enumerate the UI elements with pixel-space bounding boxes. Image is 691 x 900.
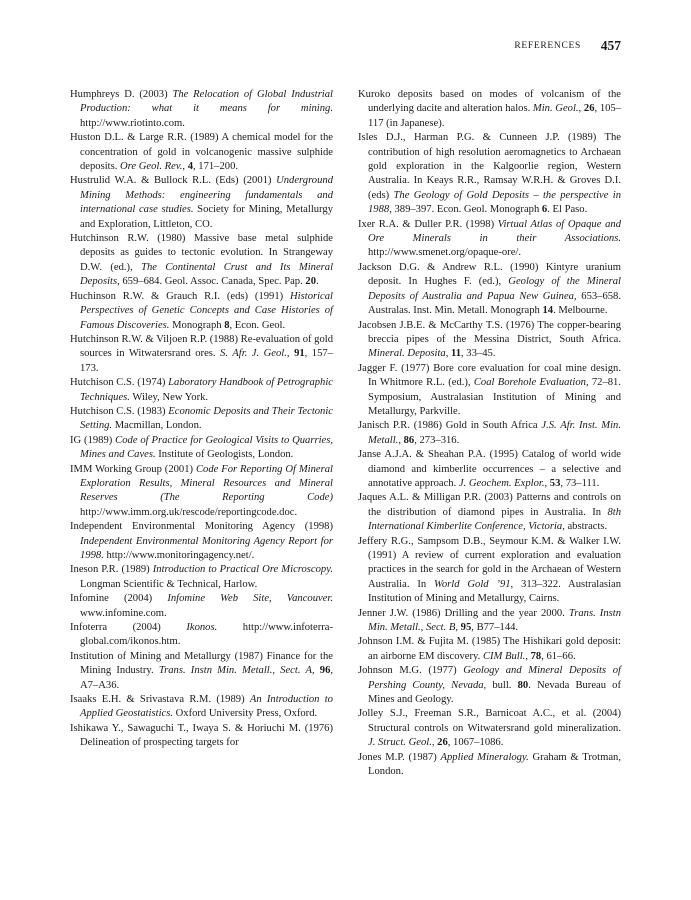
reference-text-segment: Macmillan, London. xyxy=(112,420,202,432)
reference-text-segment: Independent Environmental Monitoring Agency (1998) xyxy=(70,521,333,533)
reference-text-segment: Hutchinson R.W. (1980) Massive base metal sulphide deposits as guides to tectonic evolution. In Strangeway D.W. (ed.), xyxy=(70,233,333,273)
reference-text-segment: IMM Working Group (2001) xyxy=(70,463,196,475)
reference-entry xyxy=(358,319,621,362)
reference-text-segment: Trans. Instn Min. Metall., Sect. B xyxy=(368,607,621,634)
reference-text-segment: Longman Scientific & Technical, Harlow. xyxy=(80,578,258,590)
reference-entry xyxy=(70,174,333,232)
reference-text-segment: 91 xyxy=(294,348,305,360)
reference-text-segment: CIM Bull. xyxy=(482,650,526,662)
reference-text-segment: Isaaks E.H. & Srivastava R.M. (1989) xyxy=(70,694,250,706)
reference-text-segment: Virtual Atlas of Opaque and Ore Minerals in their Associations. xyxy=(368,218,621,245)
reference-text-segment: Wiley, New York. xyxy=(129,391,209,403)
reference-text-segment: , Econ. Geol. xyxy=(229,319,286,331)
reference-text-segment: Applied Mineralogy. xyxy=(440,751,529,763)
reference-entry xyxy=(70,621,333,650)
reference-text-segment: Geology and Mineral Deposits of Pershing County, Nevada xyxy=(368,665,621,691)
reference-text-segment: http://www.smenet.org/opaque-ore/. xyxy=(368,247,521,259)
reference-text-segment: 26 xyxy=(437,737,448,749)
reference-text-segment: 8th International Kimberlite Conference, Victoria xyxy=(368,506,621,533)
reference-text-segment: Jeffery R.G., Sampsom D.B., Seymour K.M. & Walker I.W. (1991) A review of current exploration and evaluation practices in the search for gold in the Archaean of Western Australia. In xyxy=(358,535,621,590)
reference-text-segment: J. Struct. Geol. xyxy=(368,737,432,749)
reference-text-segment: Min. Geol. xyxy=(532,103,579,115)
reference-text-segment: , 659–684. Geol. Assoc. Canada, Spec. Pap. xyxy=(117,276,306,288)
reference-text-segment: , 653–658. Australas. Inst. Min. Metall. Monograph xyxy=(368,290,621,317)
reference-entry xyxy=(70,376,333,405)
reference-entry xyxy=(70,563,333,592)
reference-text-segment: Trans. Instn Min. Metall., Sect. A xyxy=(158,665,312,677)
reference-text-segment: Hutchison C.S. (1974) xyxy=(70,377,169,389)
reference-text-segment: 14 xyxy=(542,305,554,317)
reference-entry xyxy=(358,751,621,780)
reference-text-segment: , 72–81. Symposium, Australasian Institution of Mining and Metallurgy, Parkville. xyxy=(368,377,621,417)
reference-text-segment: Introduction to Practical Ore Microscopy. xyxy=(152,564,333,576)
reference-text-segment: Underground Mining Methods: engineering fundamentals and international case studies. xyxy=(80,175,333,216)
reference-text-segment: Jagger F. (1977) Bore core evaluation for coal mine design. In Whitmore R.L. (ed.), xyxy=(358,362,621,389)
reference-text-segment: 11 xyxy=(450,348,461,360)
reference-text-segment: 4 xyxy=(187,161,193,173)
reference-text-segment: 53 xyxy=(549,477,561,489)
reference-text-segment: Kuroko deposits based on modes of volcanism of the underlying dacite and alteration halos. xyxy=(358,89,621,115)
reference-text-segment: , 61–66. xyxy=(541,650,576,662)
reference-text-segment: , xyxy=(455,622,461,634)
reference-entry xyxy=(70,405,333,434)
running-head: REFERENCES xyxy=(514,41,581,51)
reference-text-segment: Ore Geol. Rev. xyxy=(120,161,183,173)
reference-entry xyxy=(70,520,333,563)
reference-text-segment: Jolley S.J., Freeman S.R., Barnicoat A.C., et al. (2004) Structural controls on Witwatersrand gold mineralization. xyxy=(358,708,621,734)
reference-text-segment: . El Paso. xyxy=(547,204,588,216)
reference-text-segment: Economic Deposits and Their Tectonic Setting. xyxy=(80,405,333,432)
reference-entry xyxy=(358,664,621,707)
reference-text-segment: Oxford University Press, Oxford. xyxy=(172,708,318,720)
reference-text-segment: Code of Practice for Geological Visits to Quarries, Mines and Caves. xyxy=(80,434,334,461)
reference-text-segment: , xyxy=(182,161,188,173)
reference-entry xyxy=(70,463,333,521)
reference-text-segment: http://www.infoterra-global.com/ikonos.htm. xyxy=(80,622,333,648)
reference-text-segment: Monograph xyxy=(169,319,225,331)
page-header xyxy=(70,38,621,56)
reference-text-segment: The Continental Crust and Its Mineral Deposits xyxy=(80,261,334,288)
reference-text-segment: Jacobsen J.B.E. & McCarthy T.S. (1976) The copper-bearing breccia pipes of the Messina District, South Africa. xyxy=(358,319,621,345)
reference-text-segment: Isles D.J., Harman P.G. & Cunneen J.P. (1989) The contribution of high resolution aeromagnetics to Archaean gold exploration in the Kalgoorlie region, Western Australia. In Keays R.R., Ramsay W.R.H. & Groves D.I. (eds) xyxy=(358,132,621,201)
reference-entry xyxy=(358,362,621,420)
reference-text-segment: , 73–111. xyxy=(560,477,600,489)
reference-text-segment: , xyxy=(398,434,404,446)
reference-text-segment: Infoterra (2004) xyxy=(70,622,187,634)
reference-text-segment: 95 xyxy=(460,622,472,634)
reference-text-segment: , bull. xyxy=(483,679,518,691)
reference-text-segment: 26 xyxy=(583,103,595,115)
reference-text-segment: Ikonos. xyxy=(186,622,218,634)
reference-text-segment: Historical Perspectives of Genetic Concepts and Case Histories of Famous Discoveries. xyxy=(80,290,333,331)
reference-text-segment: An Introduction to Applied Geostatistics. xyxy=(80,694,333,720)
reference-text-segment: Graham & Trotman, London. xyxy=(368,751,621,778)
reference-text-segment: , 273–316. xyxy=(414,434,460,446)
reference-text-segment: Ixer R.A. & Duller P.R. (1998) xyxy=(358,218,498,230)
reference-text-segment: , A7–A36. xyxy=(80,665,334,691)
reference-text-segment: Janse A.J.A. & Sheahan P.A. (1995) Catalog of world wide diamond and kimberlite occurrences – a selective and annotative approach. xyxy=(358,449,621,489)
reference-text-segment: Code For Reporting Of Mineral Exploration Results, Mineral Resources and Mineral Reserves (The Reporting Code) xyxy=(80,463,333,504)
reference-text-segment: Huchinson R.W. & Grauch R.I. (eds) (1991) xyxy=(70,290,291,302)
reference-entry xyxy=(358,635,621,664)
reference-text-segment: , B77–144. xyxy=(471,622,519,634)
reference-text-segment: Mineral. Deposita xyxy=(368,348,446,360)
reference-text-segment: , abstracts. xyxy=(562,521,608,533)
reference-text-segment: Independent Environmental Monitoring Agency Report for 1998. xyxy=(80,535,333,561)
reference-text-segment: , xyxy=(311,665,320,677)
reference-text-segment: Johnson M.G. (1977) xyxy=(358,665,464,677)
reference-entry xyxy=(358,535,621,607)
reference-text-segment: Hutchinson R.W. & Viljoen R.P. (1988) Re-evaluation of gold sources in Witwatersrand ores. xyxy=(70,333,334,360)
reference-text-segment: , 105–117 (in Japanese). xyxy=(368,103,622,129)
reference-text-segment: Jenner J.W. (1986) Drilling and the year 2000. xyxy=(358,607,569,619)
reference-text-segment: Institute of Geologists, London. xyxy=(155,449,294,461)
reference-text-segment: Geology of the Mineral Deposits of Australia and Papua New Guinea xyxy=(368,276,621,302)
reference-entry xyxy=(70,434,333,463)
reference-text-segment: . xyxy=(315,276,319,288)
reference-text-segment: , xyxy=(445,348,451,360)
reference-text-segment: , xyxy=(431,737,438,749)
reference-text-segment: http://www.imm.org.uk/rescode/reportingcode.doc. xyxy=(80,506,298,518)
reference-text-segment: Ineson P.R. (1989) xyxy=(70,564,153,576)
reference-entry xyxy=(358,261,621,319)
reference-text-segment: Infomine (2004) xyxy=(70,593,168,605)
reference-text-segment: 86 xyxy=(403,434,415,446)
reference-text-segment: J.S. Afr. Inst. Min. Metall. xyxy=(368,420,622,446)
reference-entry xyxy=(70,131,333,174)
reference-entry xyxy=(358,607,621,636)
reference-text-segment: 96 xyxy=(319,665,331,677)
reference-entry xyxy=(358,448,621,491)
reference-text-segment: Hutchison C.S. (1983) xyxy=(70,405,169,417)
references-left-column xyxy=(70,88,333,751)
reference-entry xyxy=(70,722,333,751)
reference-text-segment: Society for Mining, Metallurgy and Exploration, Littleton, CO. xyxy=(80,204,333,230)
reference-text-segment: J. Geochem. Explor. xyxy=(458,477,545,489)
reference-entry xyxy=(358,419,621,448)
reference-text-segment: , xyxy=(525,650,531,662)
reference-entry xyxy=(358,88,621,131)
reference-text-segment: Ishikawa Y., Sawaguchi T., Iwaya S. & Horiuchi M. (1976) Delineation of prospecting targets for xyxy=(70,722,333,749)
reference-text-segment: . Melbourne. xyxy=(553,305,608,317)
reference-text-segment: 20 xyxy=(305,276,316,288)
reference-text-segment: , xyxy=(286,348,295,360)
reference-text-segment: Jones M.P. (1987) xyxy=(358,751,441,763)
reference-entry xyxy=(70,592,333,621)
reference-text-segment: , 33–45. xyxy=(461,348,496,360)
reference-text-segment: Humphreys D. (2003) xyxy=(70,89,173,100)
reference-text-segment: . Nevada Bureau of Mines and Geology. xyxy=(368,679,621,706)
reference-text-segment: Huston D.L. & Large R.R. (1989) A chemical model for the concentration of gold in volcanogenic massive sulphide deposits. xyxy=(70,132,333,173)
reference-text-segment: www.infomine.com. xyxy=(80,607,167,619)
reference-text-segment: S. Afr. J. Geol. xyxy=(220,348,287,360)
reference-text-segment: Hustrulid W.A. & Bullock R.L. (Eds) (2001) xyxy=(70,175,277,187)
reference-entry xyxy=(70,650,333,693)
reference-text-segment: IG (1989) xyxy=(70,434,116,446)
reference-text-segment: The Geology of Gold Deposits – the perspective in 1988 xyxy=(368,189,622,216)
reference-text-segment: , 171–200. xyxy=(192,161,239,173)
reference-text-segment: Johnson I.M. & Fujita M. (1985) The Hishikari gold deposit: an airborne EM discovery. xyxy=(358,636,621,662)
reference-text-segment: , xyxy=(578,103,584,115)
reference-entry xyxy=(358,131,621,217)
reference-entry xyxy=(70,333,333,376)
reference-entry xyxy=(358,707,621,750)
reference-text-segment: Infomine Web Site, Vancouver. xyxy=(167,593,333,605)
reference-text-segment: Jackson D.G. & Andrew R.L. (1990) Kintyre uranium deposit. In Hughes F. (ed.), xyxy=(358,261,621,288)
reference-text-segment: , 389–397. Econ. Geol. Monograph xyxy=(389,204,542,216)
references-right-column xyxy=(358,88,621,780)
reference-entry xyxy=(70,290,333,333)
reference-text-segment: The Relocation of Global Industrial Production: what it means for mining. xyxy=(80,89,333,115)
reference-text-segment: Coal Borehole Evaluation xyxy=(473,377,586,389)
reference-text-segment: http://www.riotinto.com. xyxy=(80,117,185,129)
reference-entry xyxy=(70,88,333,131)
page-number: 457 xyxy=(600,38,621,53)
reference-text-segment: 78 xyxy=(530,650,542,662)
reference-text-segment: Institution of Mining and Metallurgy (1987) Finance for the Mining Industry. xyxy=(70,650,333,677)
reference-text-segment: , 313–322. Australasian Institution of Mining and Metallurgy, Cairns. xyxy=(368,578,621,605)
reference-text-segment: 6 xyxy=(541,204,548,216)
reference-text-segment: World Gold ’91 xyxy=(434,578,511,590)
reference-text-segment: http://www.monitoringagency.net/. xyxy=(103,550,255,561)
reference-text-segment: Janisch P.R. (1986) Gold in South Africa xyxy=(358,420,542,432)
reference-text-segment: , xyxy=(544,477,550,489)
reference-entry xyxy=(358,218,621,261)
reference-text-segment: 80 xyxy=(517,679,529,691)
reference-text-segment: , 157–173. xyxy=(80,348,333,374)
reference-text-segment: , 1067–1086. xyxy=(447,737,504,749)
reference-text-segment: Laboratory Handbook of Petrographic Techniques. xyxy=(80,377,333,403)
reference-text-segment: Jaques A.L. & Milligan P.R. (2003) Patterns and controls on the distribution of diamond pipes in Australia. In xyxy=(358,492,621,518)
reference-text-segment: 8 xyxy=(224,319,230,331)
reference-entry xyxy=(358,491,621,534)
reference-entry xyxy=(70,232,333,290)
reference-entry xyxy=(70,693,333,722)
